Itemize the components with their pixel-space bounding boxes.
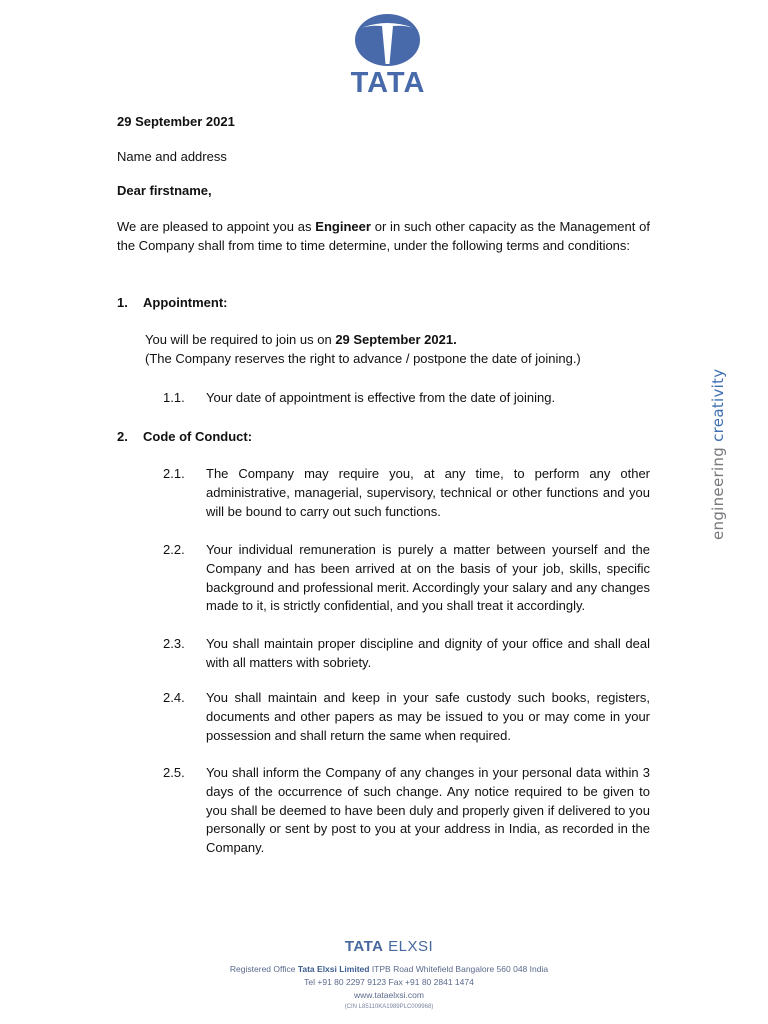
item-2-2-text: Your individual remuneration is purely a matter between yourself and the Company and has been arrived at on the basis of your job, skills, specific background and professional merit. Accordingly your salary and any changes made to it, is strictly confidential, and you shall treat it accordingly.: [206, 542, 650, 614]
letter-address: Name and address: [117, 149, 227, 164]
item-2-5-number: 2.5.: [163, 765, 185, 780]
letter-salutation: Dear firstname,: [117, 183, 212, 198]
item-2-1-number: 2.1.: [163, 466, 185, 481]
tagline-part1: engineering: [709, 441, 727, 540]
section-1-number: 1.: [117, 295, 128, 310]
item-2-3-text: You shall maintain proper discipline and dignity of your office and shall deal with all matters with sobriety.: [206, 636, 650, 670]
intro-post: or in such other capacity as the Management of the Company shall from time to time determine, under the following terms and conditions:: [117, 219, 650, 253]
item-2-2-number: 2.2.: [163, 542, 185, 557]
section-1-para-date: 29 September 2021.: [335, 332, 457, 347]
item-2-1-text: The Company may require you, at any time, to perform any other administrative, managerial, supervisory, technical or other functions and you will be bound to carry out such functions.: [206, 466, 650, 519]
footer-reg-pre: Registered Office: [229, 964, 298, 974]
tagline: [709, 369, 727, 540]
intro-pre: We are pleased to appoint you as: [117, 219, 316, 234]
footer-reg-company: Tata Elxsi Limited: [297, 964, 370, 974]
footer-website: www.tataelxsi.com: [354, 990, 424, 1000]
item-2-3-number: 2.3.: [163, 636, 185, 651]
tagline-accent: creativity: [709, 368, 727, 442]
item-1-1-number: 1.1.: [163, 390, 185, 405]
footer-logo: [200, 938, 578, 955]
item-2-4-number: 2.4.: [163, 690, 185, 705]
section-1-paragraph-line1: [145, 331, 457, 350]
footer-reg-post: ITPB Road Whitefield Bangalore 560 048 India: [369, 964, 549, 974]
section-1-para-pre: You will be required to join us on: [145, 332, 336, 347]
section-1-paragraph-line2: (The Company reserves the right to advance / postpone the date of joining.): [145, 351, 581, 366]
footer-phone: Tel +91 80 2297 9123 Fax +91 80 2841 1474: [304, 977, 474, 987]
item-2-4-text: You shall maintain and keep in your safe custody such books, registers, documents and other papers as may be issued to you or may come in your possession and shall return the same when required.: [206, 690, 650, 743]
footer-registered-office: [200, 963, 578, 975]
section-2-number: 2.: [117, 429, 128, 444]
intro-role: Engineer: [315, 219, 371, 234]
tata-logo: [342, 14, 434, 98]
footer-cin: (CIN L85110KA1989PLC009968): [344, 1004, 434, 1010]
tata-wordmark: TATA: [350, 67, 426, 99]
footer-logo-tata: TATA: [344, 938, 384, 955]
item-1-1-text: Your date of appointment is effective from the date of joining.: [206, 390, 556, 405]
section-2-heading: Code of Conduct:: [143, 429, 253, 444]
section-1-heading: Appointment:: [143, 295, 228, 310]
footer-logo-elxsi: ELXSI: [383, 938, 434, 955]
letter-date: 29 September 2021: [117, 114, 235, 129]
intro-paragraph: [117, 218, 650, 256]
tata-emblem-icon: [355, 14, 420, 66]
item-2-5-text: You shall inform the Company of any changes in your personal data within 3 days of the occurrence of such change. Any notice required to be given to you shall be deemed to have been duly and properly given if delivered to you personally or sent by post to you at your address in India, as recorded in the Company.: [206, 765, 650, 856]
